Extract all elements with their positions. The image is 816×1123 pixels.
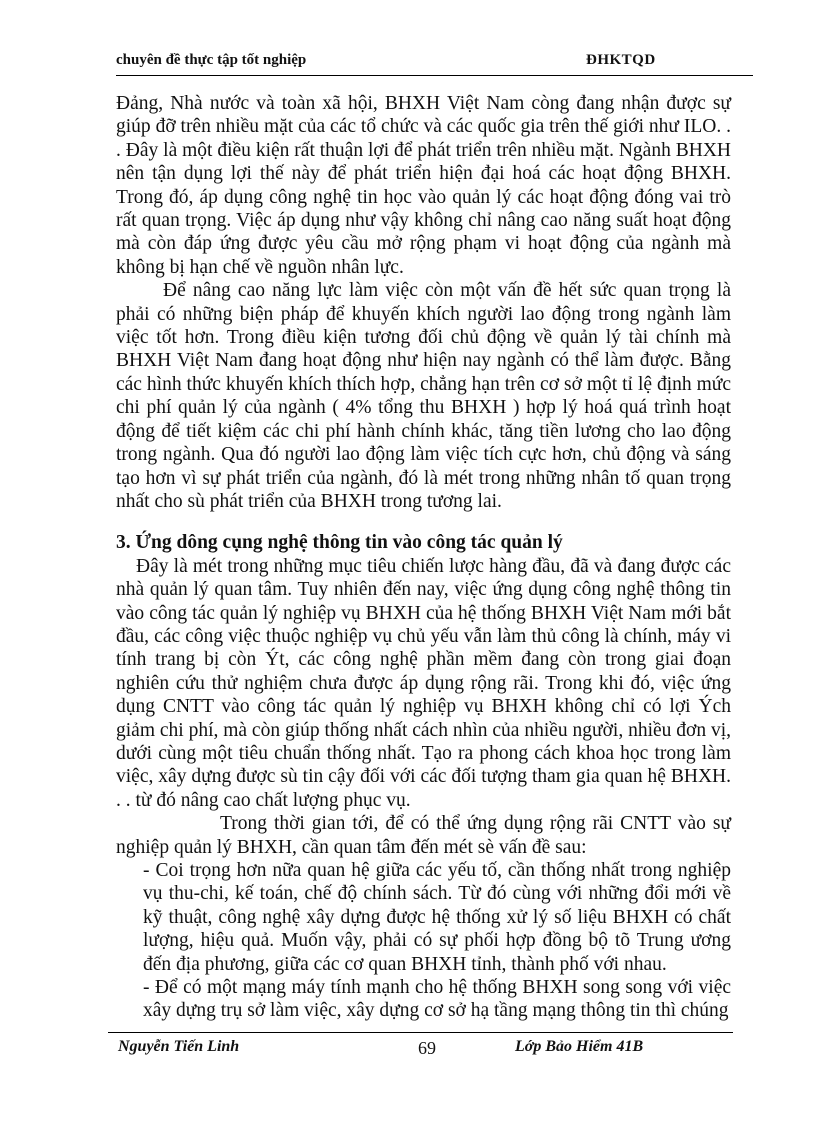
footer-class: Lớp Bảo Hiểm 41B	[515, 1038, 644, 1055]
footer-author: Nguyễn Tiến Linh	[118, 1038, 240, 1055]
bullet-item-2: - Để có một mạng máy tính mạnh cho hệ thống BHXH song song với việc xây dựng trụ sở làm việc, xây dựng cơ sở hạ tầng mạng thông tin thì chúng	[143, 977, 731, 1022]
page-header	[116, 52, 753, 76]
paragraph-3: Đây là mét trong những mục tiêu chiến lược hàng đầu, đã và đang được các nhà quản lý quan tâm. Tuy nhiên đến nay, việc ứng dụng công nghệ thông tin vào công tác quản lý nghiệp vụ BHXH của hệ thống BHXH Việt Nam mới bắt đầu, các công việc thuộc nghiệp vụ chủ yếu vẫn làm thủ công là chính, máy vi tính trang bị còn Ýt, các công nghệ phần mềm đang còn trong giai đoạn nghiên cứu thử nghiệm chưa được áp dụng rộng rãi. Trong khi đó, việc ứng dụng CNTT vào công tác quản lý nghiệp vụ BHXH không chỉ có lợi Ých giảm chi phí, mà còn giúp thống nhất cách nhìn của nhiều người, nhiều đơn vị, dưới cùng một tiêu chuẩn thống nhất. Tạo ra phong cách khoa học trong làm việc, xây dựng được sù tin cậy đối với các đối tượng tham gia quan hệ BHXH. . . từ đó nâng cao chất lượng phục vụ.	[116, 555, 731, 811]
paragraph-1: Đảng, Nhà nước và toàn xã hội, BHXH Việt Nam còng đang nhận được sự giúp đỡ trên nhiều mặt của các tổ chức và các quốc gia trên thế giới như ILO. . . Đây là một điều kiện rất thuận lợi để phát triển trên nhiều mặt. Ngành BHXH nên tận dụng lợi thế này để phát triển hiện đại hoá các hoạt động BHXH. Trong đó, áp dụng công nghệ tin học vào quản lý các hoạt động đóng vai trò rất quan trọng. Việc áp dụng như vậy không chỉ nâng cao năng suất hoạt động mà còn đáp ứng được yêu cầu mở rộng phạm vi hoạt động của ngành mà không bị hạn chế về nguồn nhân lực.	[116, 93, 731, 278]
header-institution: ĐHKTQD	[586, 52, 656, 68]
paragraph-2: Để nâng cao năng lực làm việc còn một vấn đề hết sức quan trọng là phải có những biện pháp để khuyến khích người lao động trong ngành làm việc tốt hơn. Trong điều kiện tương đối chủ động về quản lý tài chính mà BHXH Việt Nam đang hoạt động như hiện nay ngành có thể làm được. Bằng các hình thức khuyến khích thích hợp, chẳng hạn trên cơ sở một tỉ lệ định mức chi phí quản lý của ngành ( 4% tổng thu BHXH ) hợp lý hoá quá trình hoạt động để tiết kiệm các chi phí hành chính khác, tăng tiền lương cho lao động trong ngành. Qua đó người lao động làm việc tích cực hơn, chủ động và sáng tạo hơn vì sự phát triển của ngành, đó là mét trong những nhân tố quan trọng nhất cho sù phát triển của BHXH trong tương lai.	[116, 280, 731, 512]
document-body	[116, 92, 731, 1023]
footer-rule	[108, 1032, 733, 1033]
paragraph-4: Trong thời gian tới, để có thể ứng dụng rộng rãi CNTT vào sự nghiệp quản lý BHXH, cần quan tâm đến mét sè vấn đề sau:	[116, 813, 731, 858]
header-rule	[116, 75, 753, 76]
bullet-item-1: - Coi trọng hơn nữa quan hệ giữa các yếu tố, cần thống nhất trong nghiệp vụ thu-chi, kế toán, chế độ chính sách. Từ đó cùng với những đổi mới về kỹ thuật, công nghệ xây dựng được hệ thống xử lý số liệu BHXH có chất lượng, hiệu quả. Muốn vậy, phải có sự phối hợp đồng bộ tõ Trung ương đến địa phương, giữa các cơ quan BHXH tỉnh, thành phố với nhau.	[143, 860, 731, 975]
section-heading: 3. Ứng dông cụng nghệ thông tin vào công tác quản lý	[116, 532, 563, 554]
page-number: 69	[418, 1038, 436, 1058]
header-title: chuyên đề thực tập tốt nghiệp	[116, 52, 307, 68]
